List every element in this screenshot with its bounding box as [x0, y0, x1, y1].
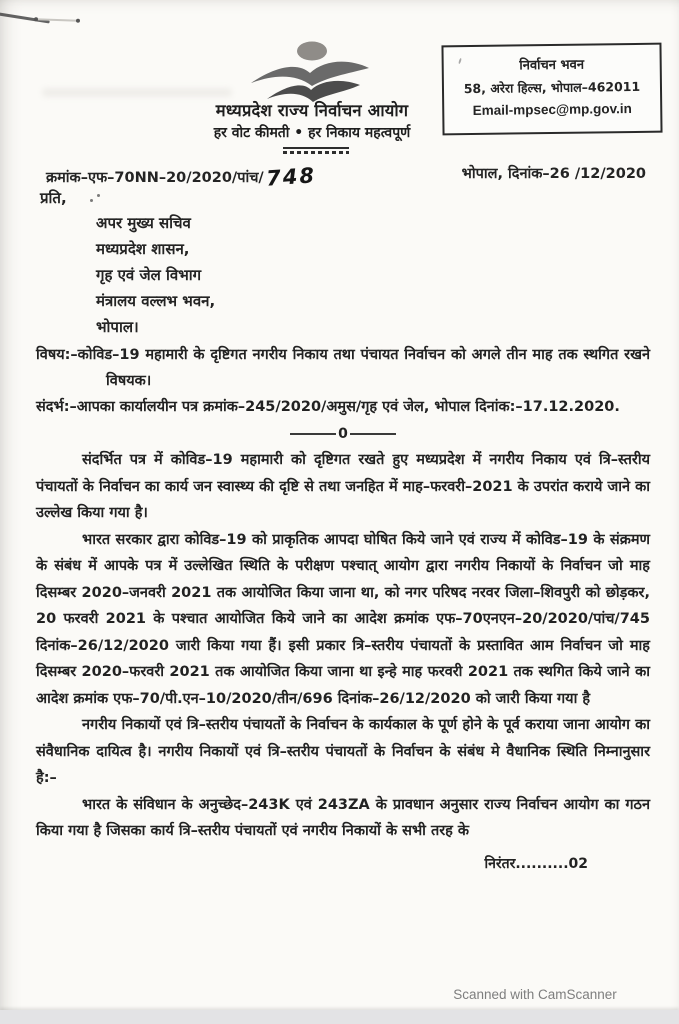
salutation: प्रति, — [40, 189, 67, 207]
ink-speck — [90, 199, 93, 202]
reference-line — [36, 394, 650, 420]
address-box — [441, 43, 662, 136]
reference-label: संदर्भ:– — [36, 399, 77, 415]
reference-row — [46, 163, 646, 191]
paragraph: संदर्भित पत्र में कोविड–19 महामारी को दृष्टिगत रखते हुए मध्यप्रदेश में नगरीय निकाय एवं त्रि–स्तरीय पंचायतों के निर्वाचन का कार्य जन स्वास्थ्य की दृष्टि से तथा जनहित में माह–फरवरी–2021 के उपरांत कराये जाने का उल्लेख किया गया है। — [36, 452, 650, 521]
paragraph: नगरीय निकायों एवं त्रि–स्तरीय पंचायतों के निर्वाचन के कार्यकाल के पूर्ण होने के पूर्व कराया जाना आयोग का संवैधानिक दायित्व है। नगरीय निकायों एवं त्रि–स्तरीय पंचायतों के निर्वाचन के संबंध मे वैधानिक स्थिति निम्नानुसार है:– — [36, 717, 650, 786]
letter-number — [46, 163, 317, 191]
separator-zero: 0 — [338, 426, 348, 442]
addressee-line: मध्यप्रदेश शासन, — [96, 240, 190, 258]
smudge-artifact — [42, 88, 232, 97]
camscanner-watermark: Scanned with CamScanner — [453, 987, 617, 1002]
reference-text: आपका कार्यालयीन पत्र क्रमांक–245/2020/अमुस/गृह एवं जेल, भोपाल दिनांक:–17.12.2020. — [76, 399, 620, 415]
place-date: भोपाल, दिनांक–26 /12/2020 — [461, 166, 646, 182]
subject-text: कोविड–19 महामारी के दृष्टिगत नगरीय निकाय तथा पंचायत निर्वाचन को अगले तीन माह तक स्थगित रखने विषयक। — [77, 347, 650, 389]
addressee-line: गृह एवं जेल विभाग — [96, 266, 202, 284]
addressee-line: मंत्रालय वल्लभ भवन, — [96, 292, 216, 310]
address-line: निर्वाचन भवन — [519, 57, 585, 74]
letter-number-printed: क्रमांक–एफ–70NN–20/2020/पांच/ — [46, 170, 264, 186]
letter-number-handwritten: 748 — [265, 163, 317, 191]
addressee-line: भोपाल। — [96, 318, 139, 336]
section-separator — [36, 427, 650, 441]
email-address: Email-mpsec@mp.gov.in — [472, 101, 632, 118]
org-tagline: हर वोट कीमती • हर निकाय महत्वपूर्ण — [213, 125, 411, 141]
org-name: मध्यप्रदेश राज्य निर्वाचन आयोग — [215, 101, 409, 120]
ink-speck — [97, 194, 100, 197]
subject-label: विषय:– — [36, 347, 78, 363]
addressee-line: अपर मुख्य सचिव — [96, 214, 191, 232]
scan-bottom-bar — [0, 1010, 679, 1024]
paragraph: भारत सरकार द्वारा कोविड–19 को प्राकृतिक आपदा घोषित किये जाने एवं राज्य में कोविड–19 के संक्रमण के संबंध में आपके पत्र में उल्लेखित स्थिति के परीक्षण पश्चात् आयोग द्वारा नगरीय निकायों के निर्वाचन जो माह दिसम्बर 2020–जनवरी 2021 तक आयोजित किया जाना था, को नगर परिषद नरवर जिला–शिवपुरी को छोड़कर, 20 फरवरी 2021 के पश्चात आयोजित किये जाने का आदेश क्रमांक एफ–70एनएन–20/2020/पांच/745 दिनांक–26/12/2020 जारी किया गया हैं। इसी प्रकार त्रि–स्तरीय पंचायतों के प्रस्तावित आम निर्वाचन जो माह दिसम्बर 2020–फरवरी 2021 तक आयोजित किया जाना था इन्हे माह फरवरी 2021 तक स्थगित किये जाने का आदेश क्रमांक एफ–70/पी.एन–10/2020/तीन/696 दिनांक–26/12/2020 को जारी किया गया है — [36, 531, 650, 707]
addressee-block — [96, 210, 215, 340]
letter-body — [36, 342, 650, 873]
paragraph: भारत के संविधान के अनुच्छेद–243K एवं 243ZA के प्रावधान अनुसार राज्य निर्वाचन आयोग का गठन किया गया है जिसका कार्य त्रि–स्तरीय पंचायतों एवं नगरीय निकायों के सभी तरह के — [36, 796, 650, 839]
continuation-note: निरंतर..........02 — [484, 855, 588, 872]
subject-line — [36, 342, 650, 394]
tagline-rule — [283, 147, 349, 154]
address-line: 58, अरेरा हिल्स, भोपाल–462011 — [463, 78, 641, 97]
